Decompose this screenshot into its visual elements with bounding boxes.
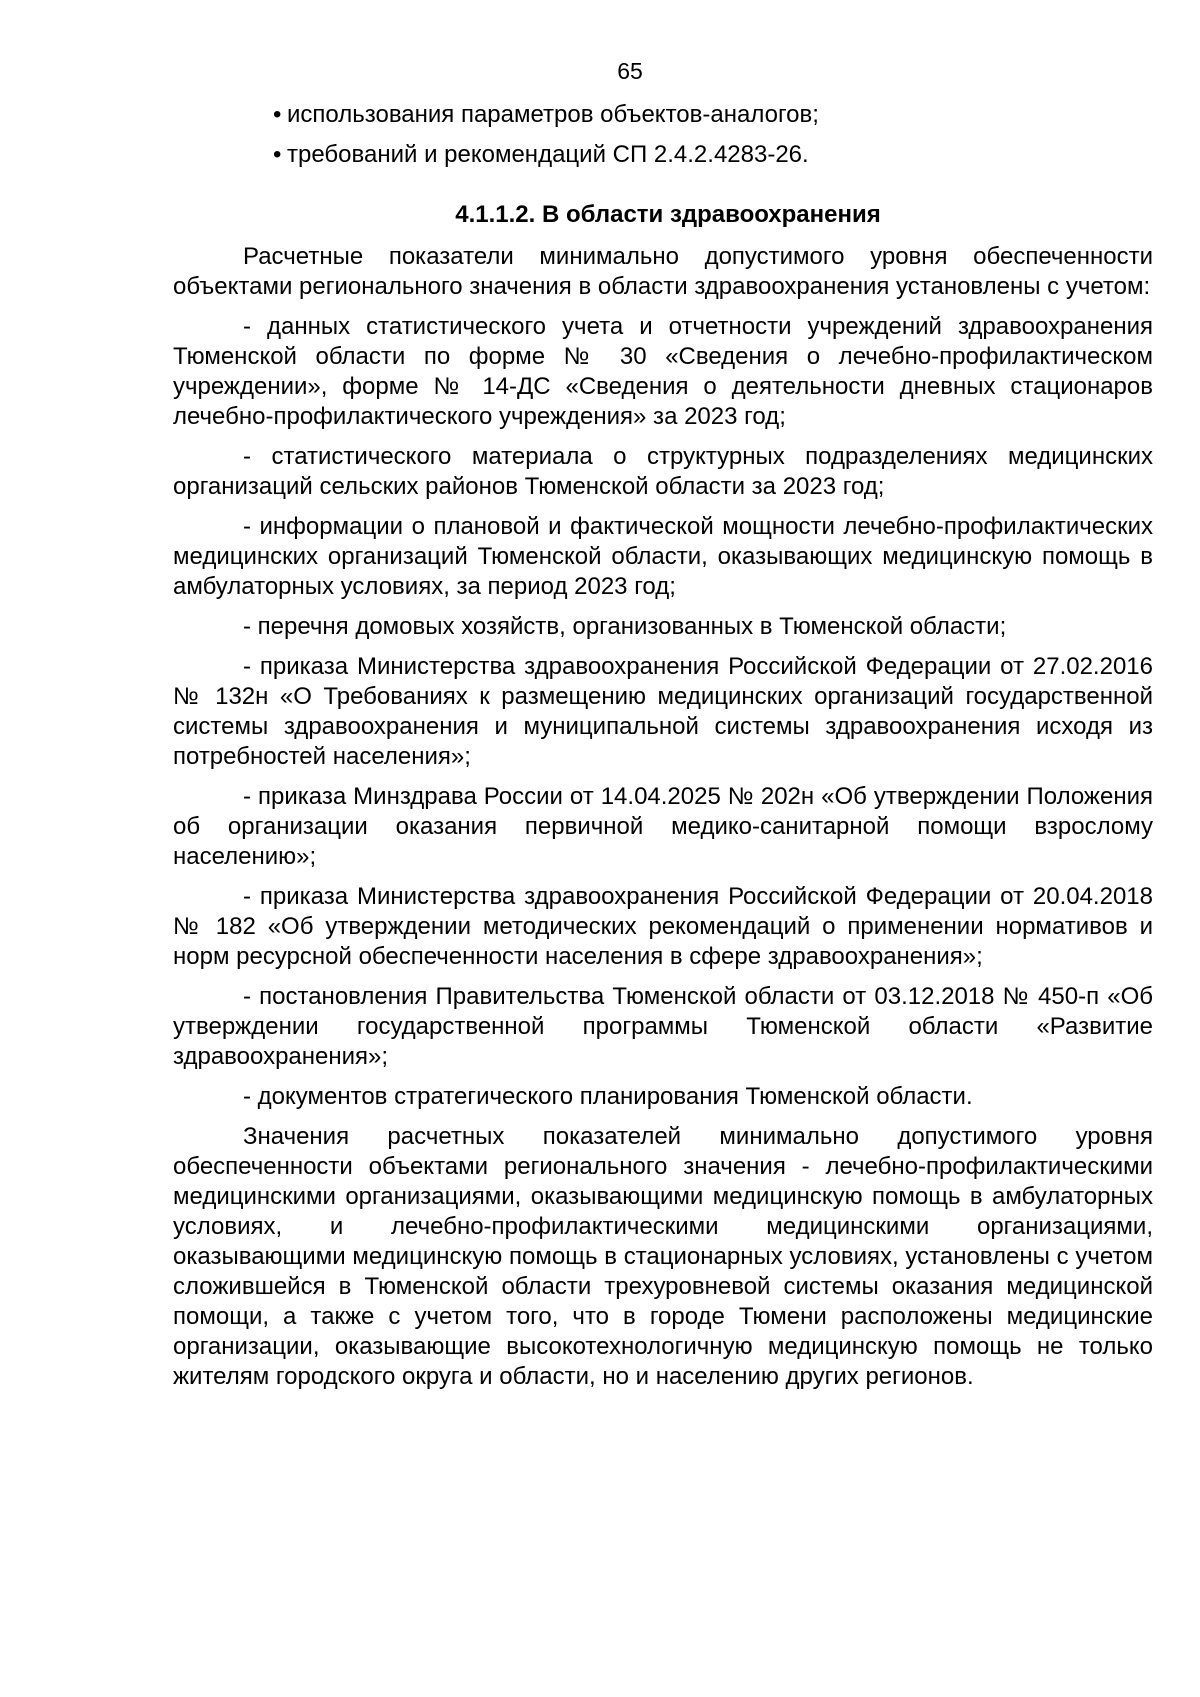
bullet-list — [173, 100, 1153, 170]
page-number: 65 — [617, 58, 643, 84]
list-item — [173, 100, 1153, 130]
list-item: - приказа Министерства здравоохранения Российской Федерации от 27.02.2016 № 132н «О Требованиях к размещению медицинских организаций государственной системы здравоохранения и муниципальной системы здравоохранения исходя из потребностей населения»; — [173, 653, 1153, 770]
section-heading: 4.1.1.2. В области здравоохранения — [455, 201, 881, 228]
list-item: - перечня домовых хозяйств, организованных в Тюменской области; — [243, 613, 1007, 640]
bullet-glyph: • — [273, 101, 282, 128]
page-body — [173, 100, 1153, 1392]
conclusion-paragraph: Значения расчетных показателей минимально допустимого уровня обеспеченности объектами регионального значения - лечебно-профилактическими медицинскими организациями, оказывающими медицинскую помощь в амбулаторных условиях, и лечебно-профилактическими медицинскими организациями, оказывающими медицинскую помощь в стационарных условиях, установлены с учетом сложившейся в Тюменской области трехуровневой системы оказания медицинской помощи, а также с учетом того, что в городе Тюмени расположены медицинские организации, оказывающие высокотехнологичную медицинскую помощь не только жителям городского округа и области, но и населению других регионов. — [173, 1123, 1153, 1390]
source-list — [173, 312, 1153, 1112]
list-item: - информации о плановой и фактической мощности лечебно-профилактических медицинских организаций Тюменской области, оказывающих медицинскую помощь в амбулаторных условиях, за период 2023 год; — [173, 513, 1153, 600]
list-item: - постановления Правительства Тюменской области от 03.12.2018 № 450-п «Об утверждении государственной программы Тюменской области «Развитие здравоохранения»; — [173, 983, 1153, 1070]
list-item: - статистического материала о структурных подразделениях медицинских организаций сельских районов Тюменской области за 2023 год; — [173, 443, 1153, 500]
intro-paragraph: Расчетные показатели минимально допустимого уровня обеспеченности объектами регионального значения в области здравоохранения установлены с учетом: — [173, 243, 1153, 300]
bullet-text: требований и рекомендаций СП 2.4.2.4283-26. — [287, 141, 809, 168]
list-item: - данных статистического учета и отчетности учреждений здравоохранения Тюменской области по форме № 30 «Сведения о лечебно-профилактическом учреждении», форме № 14-ДС «Сведения о деятельности дневных стационаров лечебно-профилактического учреждения» за 2023 год; — [173, 313, 1153, 430]
list-item: - приказа Министерства здравоохранения Российской Федерации от 20.04.2018 № 182 «Об утверждении методических рекомендаций о применении нормативов и норм ресурсной обеспеченности населения в сфере здравоохранения»; — [173, 883, 1153, 970]
list-item: - документов стратегического планирования Тюменской области. — [243, 1083, 973, 1110]
bullet-text: использования параметров объектов-аналогов; — [287, 101, 819, 128]
list-item — [173, 140, 1153, 170]
list-item: - приказа Минздрава России от 14.04.2025 № 202н «Об утверждении Положения об организации оказания первичной медико-санитарной помощи взрослому населению»; — [173, 783, 1153, 870]
bullet-glyph: • — [273, 141, 282, 168]
